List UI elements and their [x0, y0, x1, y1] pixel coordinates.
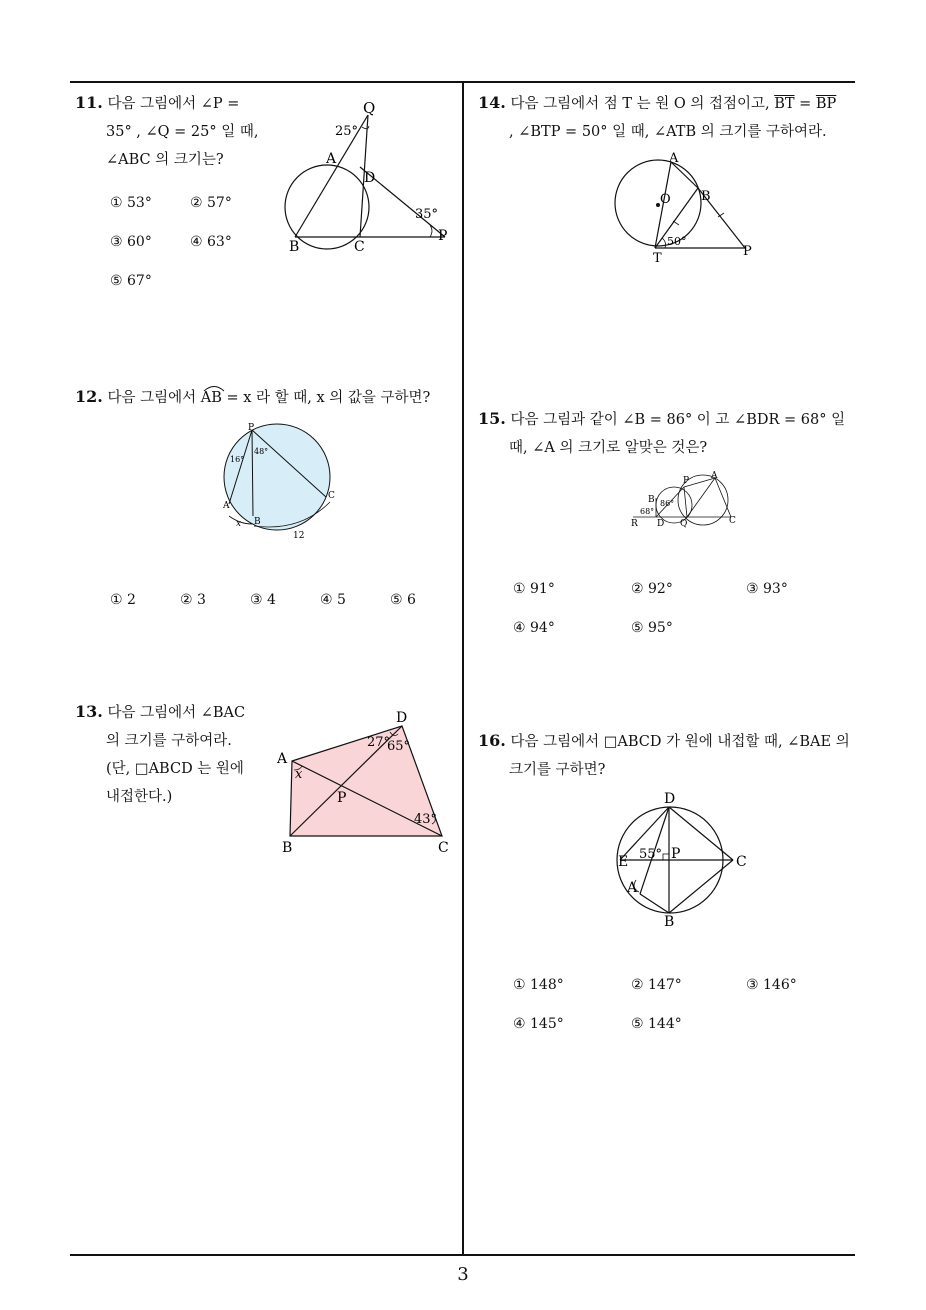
choice-4[interactable]: ④ 63°: [190, 234, 232, 250]
choice-4[interactable]: ④ 5: [320, 592, 346, 608]
label-12: 12: [293, 531, 305, 541]
stem-line: 다음 그림에서 ∠P =: [107, 96, 240, 112]
label-angle-16: 16°: [230, 455, 245, 464]
label-C: C: [438, 840, 449, 856]
label-A: A: [627, 880, 638, 896]
label-P: P: [671, 846, 681, 862]
label-C: C: [328, 491, 335, 501]
choice-3[interactable]: ③ 4: [250, 592, 276, 608]
column-divider: [462, 82, 464, 1256]
figure-13: [272, 706, 457, 858]
label-A: A: [669, 151, 679, 166]
choice-3[interactable]: ③ 146°: [746, 977, 797, 993]
stem-line: 다음 그림과 같이 ∠B = 86° 이 고 ∠BDR = 68° 일: [510, 412, 846, 428]
label-P: P: [337, 790, 347, 806]
label-angle-68: 68°: [640, 507, 655, 516]
stem-line: (단, □ABCD 는 원에: [106, 761, 244, 777]
label-R: R: [631, 519, 638, 529]
choice-2[interactable]: ② 57°: [190, 195, 232, 211]
choice-3[interactable]: ③ 60°: [110, 234, 152, 250]
label-D: D: [364, 170, 376, 186]
label-C: C: [729, 516, 736, 526]
label-angle-55: 55°: [639, 847, 663, 862]
stem-text: 다음 그림에서 점 T 는 원 O 의 접점이고,: [510, 96, 775, 112]
question-16: [478, 727, 863, 784]
figure-16: [615, 788, 755, 930]
figure-15: [628, 468, 743, 530]
choice-5[interactable]: ⑤ 95°: [631, 620, 673, 636]
label-A: A: [326, 151, 337, 167]
label-E: E: [618, 854, 629, 870]
choice-2[interactable]: ② 147°: [631, 977, 682, 993]
stem-line: 다음 그림에서 ∠BAC: [107, 705, 246, 721]
question-12: [75, 383, 455, 412]
choice-1[interactable]: ① 91°: [513, 581, 555, 597]
stem-line: ∠ABC 의 크기는?: [106, 152, 224, 168]
choice-5[interactable]: ⑤ 6: [390, 592, 416, 608]
label-angle-48: 48°: [254, 447, 269, 456]
label-B: B: [282, 840, 293, 856]
label-A: A: [711, 471, 718, 481]
label-angle-27: 27°: [367, 735, 391, 750]
label-B: B: [289, 239, 300, 255]
label-angle-P: 35°: [415, 207, 439, 222]
figure-11: [280, 95, 455, 260]
label-C: C: [736, 854, 747, 870]
label-P: P: [248, 423, 255, 433]
label-angle-43: 43°: [414, 812, 438, 827]
equals-sign: =: [794, 96, 816, 112]
label-A: A: [223, 501, 230, 511]
question-15: [478, 405, 863, 462]
question-number: 16.: [478, 731, 506, 750]
label-angle-86: 86°: [660, 499, 675, 508]
label-P: P: [438, 228, 448, 244]
choice-3[interactable]: ③ 93°: [746, 581, 788, 597]
segment-BP: $\overline{BP}$: [815, 96, 837, 112]
segment-BT: $\overline{BT}$: [774, 96, 795, 112]
choice-2[interactable]: ② 3: [180, 592, 206, 608]
label-angle-65: 65°: [387, 739, 411, 754]
stem-line: 내접한다.): [106, 789, 173, 805]
figure-12: [220, 420, 350, 545]
choice-2[interactable]: ② 92°: [631, 581, 673, 597]
page-number: 3: [457, 1264, 469, 1285]
arc-AB: AB: [200, 390, 222, 406]
label-x: x: [236, 519, 242, 529]
label-B: B: [648, 495, 655, 505]
choice-1[interactable]: ① 148°: [513, 977, 564, 993]
label-angle-50: 50°: [667, 235, 687, 248]
label-C: C: [354, 239, 365, 255]
question-14: [478, 89, 863, 146]
stem-line: 크기를 구하면?: [509, 762, 606, 778]
stem-text: = x 라 할 때, x 의 값을 구하면?: [221, 390, 431, 406]
label-D: D: [396, 710, 408, 726]
label-A: A: [277, 751, 288, 767]
label-B: B: [254, 517, 261, 527]
label-angle-Q: 25°: [335, 124, 359, 139]
choice-5[interactable]: ⑤ 67°: [110, 273, 152, 289]
stem-line: 의 크기를 구하여라.: [106, 733, 232, 749]
arc-mark: [203, 384, 225, 392]
label-P: P: [743, 244, 752, 259]
choice-1[interactable]: ① 2: [110, 592, 136, 608]
label-B: B: [664, 914, 675, 930]
question-13: [75, 698, 265, 811]
stem-line: , ∠BTP = 50° 일 때, ∠ATB 의 크기를 구하여라.: [509, 124, 827, 140]
figure-14: [605, 148, 765, 266]
question-number: 14.: [478, 93, 506, 112]
label-B: B: [701, 189, 711, 204]
question-number: 11.: [75, 93, 103, 112]
label-Q: Q: [363, 99, 376, 117]
label-Q: Q: [680, 519, 688, 529]
label-D: D: [657, 519, 665, 529]
stem-text: 다음 그림에서: [107, 390, 201, 406]
label-O: O: [660, 192, 671, 207]
question-number: 13.: [75, 702, 103, 721]
stem-line: 다음 그림에서 □ABCD 가 원에 내접할 때, ∠BAE 의: [510, 734, 850, 750]
question-number: 15.: [478, 409, 506, 428]
question-number: 12.: [75, 387, 103, 406]
choice-1[interactable]: ① 53°: [110, 195, 152, 211]
choice-4[interactable]: ④ 94°: [513, 620, 555, 636]
label-T: T: [653, 251, 662, 266]
label-D: D: [664, 791, 676, 807]
stem-line: 35° , ∠Q = 25° 일 때,: [106, 124, 259, 140]
label-x: x: [295, 767, 303, 782]
choice-4[interactable]: ④ 145°: [513, 1016, 564, 1032]
label-P: P: [683, 476, 690, 486]
stem-line: 때, ∠A 의 크기로 알맞은 것은?: [509, 440, 708, 456]
question-11: [75, 89, 275, 174]
choice-5[interactable]: ⑤ 144°: [631, 1016, 682, 1032]
